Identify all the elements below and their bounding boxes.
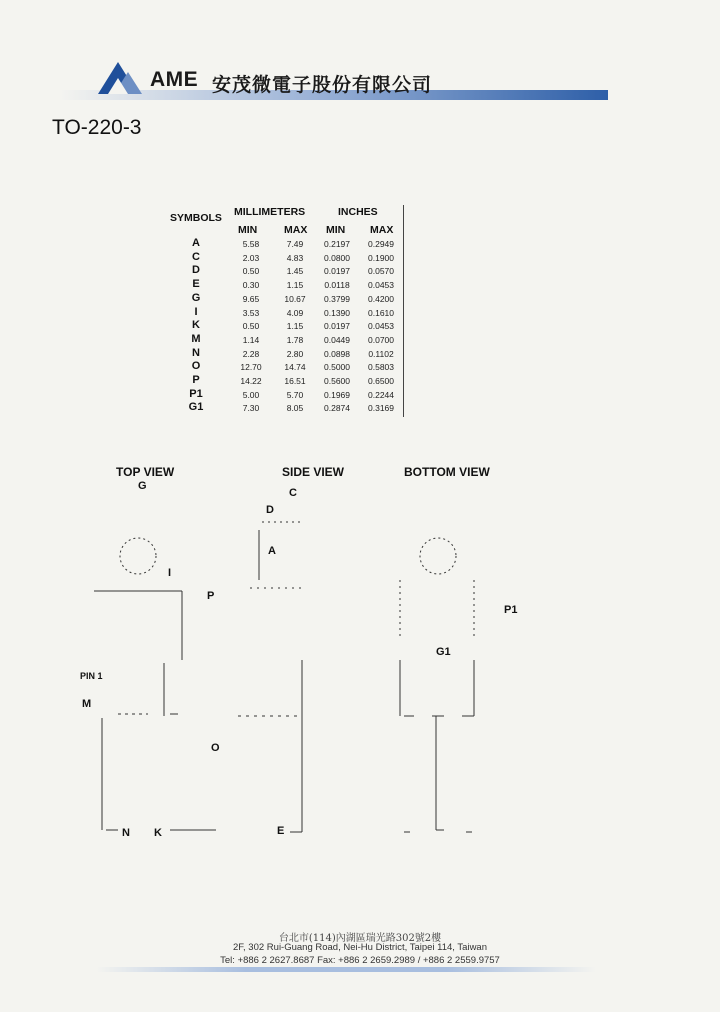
table-cell-in-max: 0.6500 (368, 376, 394, 386)
label-g: G (138, 480, 147, 492)
symbol-cell: M (191, 332, 201, 345)
table-cell-mm-max: 1.15 (286, 280, 304, 291)
table-cell-in-max: 0.0570 (368, 266, 394, 277)
table-cell-mm-min: 9.65 (242, 293, 260, 304)
table-cell-mm-min: 2.03 (242, 252, 260, 263)
logo-text: AME (150, 68, 199, 91)
table-cell-in-min: 0.0800 (324, 252, 350, 263)
table-cell-mm-max: 14.74 (284, 362, 306, 373)
in-max-header: MAX (370, 224, 394, 236)
table-cell-in-max: 0.3169 (368, 403, 394, 414)
symbol-cell: N (192, 346, 200, 359)
symbol-cell: D (192, 264, 200, 277)
symbol-cell: I (194, 305, 198, 318)
footer-bar (0, 966, 720, 974)
table-cell-in-max: 0.1610 (368, 307, 394, 318)
table-cell-in-min: 0.0898 (324, 348, 350, 359)
bottom-view-title: BOTTOM VIEW (404, 465, 490, 479)
table-cell-mm-min: 5.58 (242, 239, 260, 249)
label-o: O (211, 742, 220, 754)
table-cell-mm-min: 1.14 (242, 334, 260, 345)
footer-contact: Tel: +886 2 2627.8687 Fax: +886 2 2659.2989 / +886 2 2559.9757 (220, 955, 500, 966)
mounting-hole-top (120, 538, 156, 574)
label-d: D (266, 504, 274, 516)
mm-min-header: MIN (238, 224, 258, 236)
table-cell-mm-min: 0.30 (242, 280, 260, 291)
table-cell-in-max: 0.4200 (368, 293, 394, 304)
footer-address-en: 2F, 302 Rui-Guang Road, Nei-Hu District, Taipei 114, Taiwan (233, 942, 487, 953)
label-e: E (277, 825, 285, 837)
table-cell-mm-min: 3.53 (242, 307, 260, 318)
table-cell-in-max: 0.1102 (368, 348, 394, 359)
millimeters-header: MILLIMETERS (234, 206, 306, 218)
symbol-cell: G1 (188, 401, 204, 414)
mm-max-header: MAX (284, 224, 308, 236)
symbol-cell: C (192, 250, 200, 263)
table-cell-mm-max: 10.67 (284, 293, 306, 304)
symbol-cell: P (192, 374, 200, 386)
label-pin1: PIN 1 (80, 671, 103, 681)
table-cell-in-min: 0.0197 (324, 321, 350, 332)
table-cell-mm-max: 8.05 (286, 403, 304, 414)
table-cell-mm-max: 2.80 (286, 348, 304, 359)
table-cell-mm-max: 1.15 (286, 321, 304, 332)
inches-header: INCHES (338, 206, 378, 218)
footer-address-cn: 台北市(114)內湖區瑞光路302號2樓 (278, 933, 442, 944)
table-cell-mm-min: 0.50 (242, 321, 260, 332)
table-cell-in-max: 0.0453 (368, 321, 394, 332)
table-cell-mm-max: 16.51 (284, 376, 306, 386)
top-view-title: TOP VIEW (116, 465, 175, 479)
table-cell-mm-min: 5.00 (242, 389, 260, 400)
symbols-header: SYMBOLS (170, 212, 222, 224)
table-cell-mm-max: 4.83 (286, 252, 304, 263)
table-cell-in-max: 0.0453 (368, 280, 394, 291)
table-cell-mm-min: 0.50 (242, 266, 260, 277)
table-cell-in-min: 0.1390 (324, 307, 350, 318)
table-cell-in-max: 0.2949 (368, 239, 394, 249)
table-cell-mm-max: 5.70 (286, 389, 304, 400)
table-cell-in-max: 0.5803 (368, 362, 394, 373)
label-k: K (154, 827, 162, 839)
table-cell-in-min: 0.0118 (324, 280, 350, 291)
in-min-header: MIN (326, 224, 346, 236)
label-c: C (289, 487, 297, 499)
table-cell-in-min: 0.2197 (324, 239, 350, 249)
symbol-cell: K (192, 319, 200, 332)
label-p: P (207, 590, 215, 602)
table-cell-mm-min: 14.22 (240, 376, 262, 386)
symbol-cell: P1 (189, 387, 203, 400)
symbol-cell: E (192, 278, 200, 291)
company-name: 安茂微電子股份有限公司 (212, 74, 433, 96)
table-cell-mm-max: 1.78 (286, 334, 304, 345)
table-cell-mm-max: 4.09 (286, 307, 304, 318)
table-cell-mm-max: 7.49 (286, 239, 304, 249)
table-cell-in-min: 0.5600 (324, 376, 350, 386)
table-cell-in-min: 0.0449 (324, 334, 350, 345)
label-g1: G1 (436, 646, 451, 658)
symbol-cell: G (191, 291, 201, 304)
table-cell-in-min: 0.3799 (324, 293, 350, 304)
table-cell-mm-min: 2.28 (242, 348, 260, 359)
label-m: M (82, 698, 92, 710)
mounting-hole-bottom (420, 538, 456, 574)
table-cell-in-max: 0.1900 (368, 252, 394, 263)
table-cell-mm-min: 7.30 (242, 403, 260, 414)
label-i: I (168, 567, 172, 579)
symbol-cell: A (192, 237, 200, 249)
table-cell-in-min: 0.0197 (324, 266, 350, 277)
label-a: A (268, 545, 276, 557)
label-n: N (122, 827, 130, 839)
symbol-cell: O (191, 360, 201, 373)
table-cell-in-min: 0.1969 (324, 389, 350, 400)
table-cell-in-max: 0.2244 (368, 389, 394, 400)
table-cell-mm-max: 1.45 (286, 266, 304, 277)
label-p1: P1 (504, 604, 518, 616)
table-cell-in-max: 0.0700 (368, 334, 394, 345)
page-title: TO-220-3 (52, 116, 142, 139)
table-cell-in-min: 0.2874 (324, 403, 350, 414)
side-view-title: SIDE VIEW (282, 465, 345, 479)
table-cell-mm-min: 12.70 (240, 362, 262, 373)
table-cell-in-min: 0.5000 (324, 362, 350, 373)
